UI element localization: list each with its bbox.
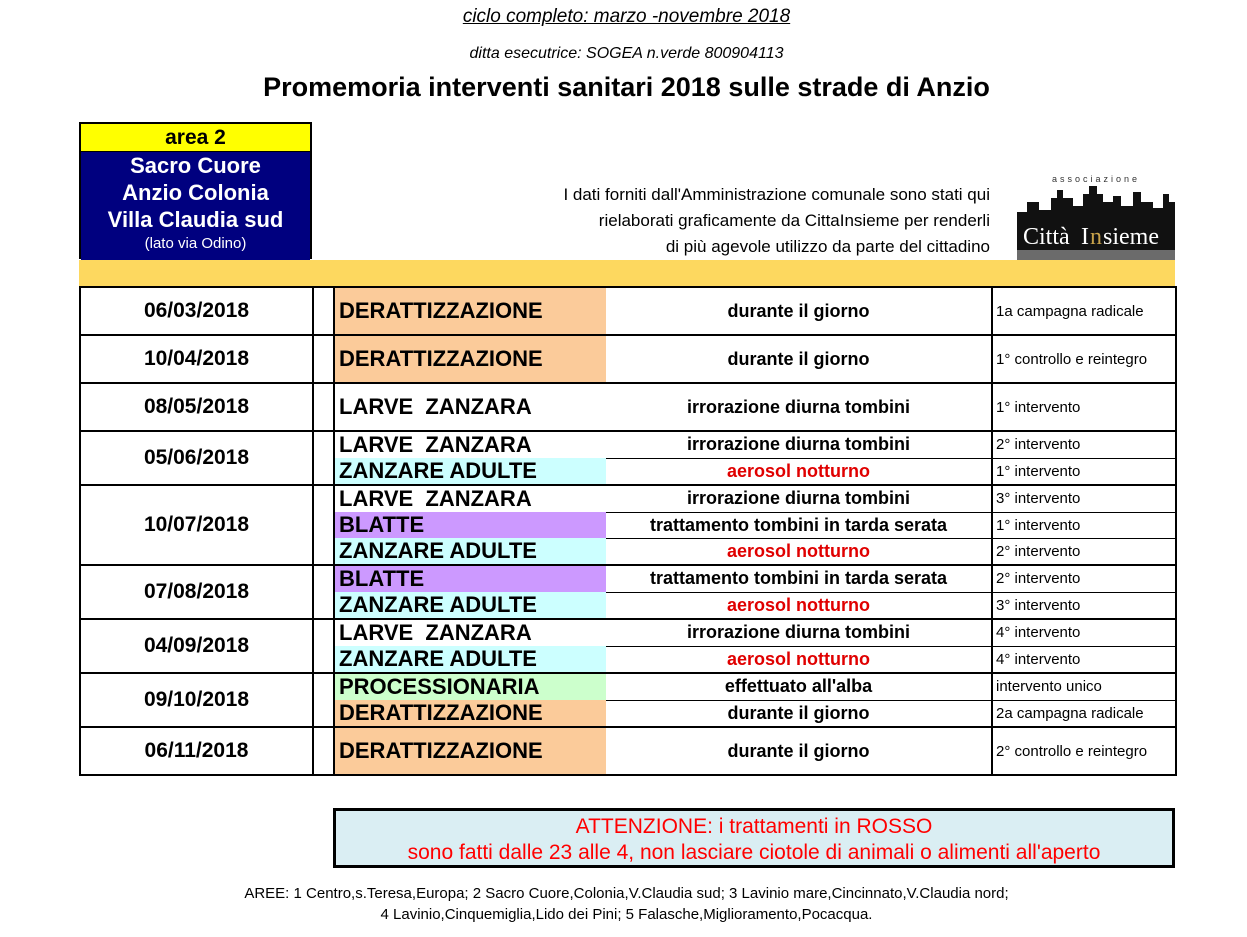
area-box: [79, 122, 312, 259]
schedule-spacer: [313, 565, 334, 619]
schedule-spacer: [313, 287, 334, 335]
warning-line-2: sono fatti dalle 23 alle 4, non lasciare ciotole di animali o alimenti all'aperto: [407, 841, 1101, 864]
area-label: area 2: [81, 124, 310, 152]
treatment-note: 1° intervento: [992, 512, 1176, 538]
warning-box: [333, 808, 1175, 868]
cittainsieme-logo: [1017, 172, 1175, 260]
treatment-note: 3° intervento: [992, 485, 1176, 512]
treatment-type: BLATTE: [334, 565, 606, 592]
treatment-description: durante il giorno: [606, 727, 992, 775]
warning-line-1: ATTENZIONE: i trattamenti in ROSSO: [575, 815, 933, 838]
area-district-1: Sacro Cuore: [130, 153, 261, 178]
schedule-spacer: [313, 619, 334, 673]
svg-text:I: I: [1081, 224, 1089, 250]
svg-text:n: n: [1090, 224, 1102, 250]
treatment-description: irrorazione diurna tombini: [606, 619, 992, 646]
info-line-1: I dati forniti dall'Amministrazione comunale sono stati qui: [563, 185, 990, 204]
schedule-date: 07/08/2018: [80, 565, 313, 619]
treatment-note: 2° intervento: [992, 565, 1176, 592]
schedule-date: 08/05/2018: [80, 383, 313, 431]
areas-legend-line-2: 4 Lavinio,Cinquemiglia,Lido dei Pini; 5 Falasche,Miglioramento,Pocacqua.: [380, 906, 873, 923]
schedule-row: [80, 673, 1176, 700]
area-subnote: (lato via Odino): [144, 235, 247, 252]
schedule-spacer: [313, 383, 334, 431]
areas-legend-line-1: AREE: 1 Centro,s.Teresa,Europa; 2 Sacro Cuore,Colonia,V.Claudia sud; 3 Lavinio mare,Cincinnato,V.Claudia nord;: [244, 885, 1009, 902]
treatment-description: irrorazione diurna tombini: [606, 431, 992, 458]
schedule-spacer: [313, 727, 334, 775]
treatment-description: durante il giorno: [606, 700, 992, 727]
treatment-description: irrorazione diurna tombini: [606, 485, 992, 512]
schedule-date: 06/11/2018: [80, 727, 313, 775]
treatment-type: DERATTIZZAZIONE: [334, 727, 606, 775]
schedule-row: [80, 619, 1176, 646]
schedule-row: [80, 485, 1176, 512]
treatment-note: 1° intervento: [992, 383, 1176, 431]
treatment-type: DERATTIZZAZIONE: [334, 700, 606, 727]
schedule-date: 09/10/2018: [80, 673, 313, 727]
treatment-note: 1° intervento: [992, 458, 1176, 485]
treatment-type: LARVE ZANZARA: [334, 619, 606, 646]
treatment-type: ZANZARE ADULTE: [334, 458, 606, 485]
treatment-description: trattamento tombini in tarda serata: [606, 512, 992, 538]
treatment-note: 1° controllo e reintegro: [992, 335, 1176, 383]
treatment-note: 1a campagna radicale: [992, 287, 1176, 335]
treatment-note: 2° controllo e reintegro: [992, 727, 1176, 775]
treatment-description: effettuato all'alba: [606, 673, 992, 700]
treatment-description: irrorazione diurna tombini: [606, 383, 992, 431]
treatment-type: DERATTIZZAZIONE: [334, 287, 606, 335]
treatment-note: intervento unico: [992, 673, 1176, 700]
treatment-type: LARVE ZANZARA: [334, 431, 606, 458]
logo-assoc-text: associazione: [1051, 174, 1141, 184]
schedule-date: 10/07/2018: [80, 485, 313, 565]
info-line-2: rielaborati graficamente da CittaInsieme per renderli: [598, 211, 990, 230]
treatment-description: durante il giorno: [606, 335, 992, 383]
treatment-description: trattamento tombini in tarda serata: [606, 565, 992, 592]
contractor-note: ditta esecutrice: SOGEA n.verde 800904113: [469, 45, 784, 62]
schedule-spacer: [313, 673, 334, 727]
schedule-table: [79, 286, 1177, 776]
area-district-3: Villa Claudia sud: [107, 207, 284, 232]
schedule-row: [80, 335, 1176, 383]
treatment-type: LARVE ZANZARA: [334, 485, 606, 512]
areas-legend: [0, 883, 1247, 925]
treatment-note: 2° intervento: [992, 538, 1176, 565]
treatment-description: durante il giorno: [606, 287, 992, 335]
logo-skyline-icon: [1017, 172, 1175, 260]
cycle-note: ciclo completo: marzo -novembre 2018: [462, 6, 791, 27]
page-title: Promemoria interventi sanitari 2018 sulle strade di Anzio: [263, 72, 990, 102]
svg-text:sieme: sieme: [1103, 224, 1159, 250]
area-districts: [81, 152, 310, 260]
treatment-type: ZANZARE ADULTE: [334, 646, 606, 673]
schedule-date: 04/09/2018: [80, 619, 313, 673]
treatment-note: 2° intervento: [992, 431, 1176, 458]
treatment-type: ZANZARE ADULTE: [334, 538, 606, 565]
schedule-row: [80, 565, 1176, 592]
treatment-type: LARVE ZANZARA: [334, 383, 606, 431]
schedule-date: 05/06/2018: [80, 431, 313, 485]
schedule-spacer: [313, 335, 334, 383]
svg-text:Città: Città: [1023, 224, 1070, 250]
treatment-type: PROCESSIONARIA: [334, 673, 606, 700]
schedule-row: [80, 287, 1176, 335]
schedule-spacer: [313, 485, 334, 565]
treatment-note: 3° intervento: [992, 592, 1176, 619]
treatment-note: 4° intervento: [992, 646, 1176, 673]
schedule-date: 10/04/2018: [80, 335, 313, 383]
decorative-band: [79, 260, 1175, 286]
treatment-note: 4° intervento: [992, 619, 1176, 646]
treatment-type: ZANZARE ADULTE: [334, 592, 606, 619]
treatment-type: DERATTIZZAZIONE: [334, 335, 606, 383]
treatment-description: aerosol notturno: [606, 646, 992, 673]
info-line-3: di più agevole utilizzo da parte del cittadino: [665, 237, 990, 256]
treatment-description: aerosol notturno: [606, 458, 992, 485]
treatment-description: aerosol notturno: [606, 592, 992, 619]
schedule-row: [80, 383, 1176, 431]
treatment-description: aerosol notturno: [606, 538, 992, 565]
schedule-row: [80, 727, 1176, 775]
schedule-spacer: [313, 431, 334, 485]
area-district-2: Anzio Colonia: [122, 180, 269, 205]
schedule-row: [80, 431, 1176, 458]
info-text: [430, 182, 990, 260]
schedule-date: 06/03/2018: [80, 287, 313, 335]
treatment-note: 2a campagna radicale: [992, 700, 1176, 727]
treatment-type: BLATTE: [334, 512, 606, 538]
